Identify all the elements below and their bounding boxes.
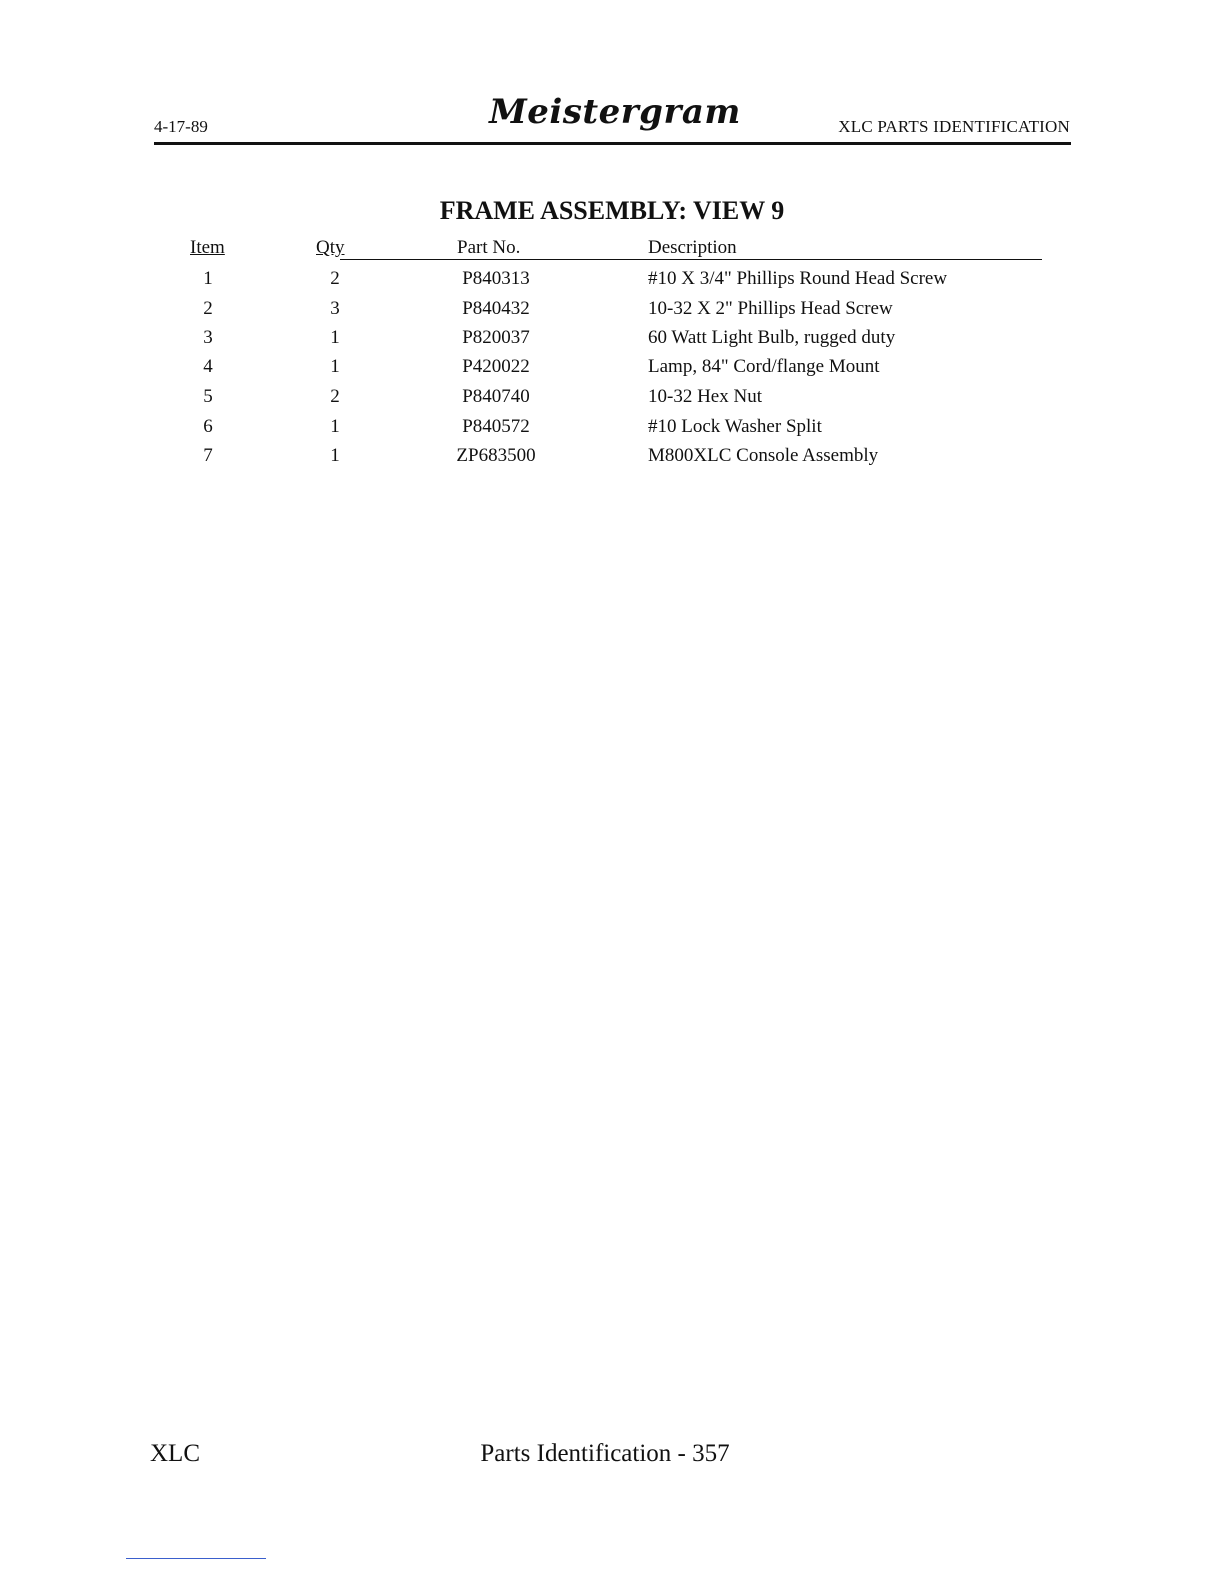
- cell-qty: 3: [330, 298, 340, 319]
- table-row: [0, 268, 1224, 298]
- table-row: [0, 386, 1224, 416]
- cell-qty: 1: [330, 356, 340, 377]
- cell-item: 3: [203, 327, 213, 348]
- column-header-description: Description: [648, 237, 737, 258]
- column-header-part-no: Part No.: [457, 237, 521, 258]
- footer-page-label: Parts Identification - 357: [480, 1440, 730, 1467]
- column-header-item: Item: [190, 237, 225, 258]
- table-row: [0, 356, 1224, 386]
- table-row: [0, 416, 1224, 446]
- table-row: [0, 298, 1224, 328]
- cell-item: 5: [203, 386, 213, 407]
- table-row: [0, 445, 1224, 475]
- cell-description: Lamp, 84" Cord/flange Mount: [648, 356, 880, 377]
- cell-qty: 1: [330, 445, 340, 466]
- footer-model: XLC: [150, 1440, 200, 1467]
- header-divider: [154, 142, 1071, 145]
- cell-part-no: P840572: [462, 416, 530, 437]
- cell-description: M800XLC Console Assembly: [648, 445, 879, 466]
- cell-item: 6: [203, 416, 213, 437]
- cell-description: #10 X 3/4" Phillips Round Head Screw: [648, 268, 948, 289]
- cell-part-no: P840740: [462, 386, 530, 407]
- column-header-qty: Qty: [316, 237, 345, 258]
- cell-description: 60 Watt Light Bulb, rugged duty: [648, 327, 896, 348]
- cell-qty: 2: [330, 386, 340, 407]
- cell-item: 7: [203, 445, 213, 466]
- cell-description: #10 Lock Washer Split: [648, 416, 822, 437]
- cell-item: 2: [203, 298, 213, 319]
- brand-logo: Meistergram: [489, 92, 741, 132]
- page-title: FRAME ASSEMBLY: VIEW 9: [439, 196, 785, 225]
- cell-part-no: P820037: [462, 327, 530, 348]
- cell-qty: 1: [330, 416, 340, 437]
- cell-part-no: P420022: [462, 356, 530, 377]
- cell-description: 10-32 Hex Nut: [648, 386, 762, 407]
- table-row: [0, 327, 1224, 357]
- footer-divider: [126, 1558, 266, 1559]
- cell-qty: 2: [330, 268, 340, 289]
- cell-part-no: P840313: [462, 268, 530, 289]
- cell-qty: 1: [330, 327, 340, 348]
- table-header-divider: [340, 259, 1042, 260]
- header-date: 4-17-89: [154, 117, 208, 136]
- cell-description: 10-32 X 2" Phillips Head Screw: [648, 298, 893, 319]
- cell-item: 4: [203, 356, 213, 377]
- cell-item: 1: [203, 268, 213, 289]
- header-section-title: XLC PARTS IDENTIFICATION: [838, 117, 1070, 136]
- cell-part-no: ZP683500: [456, 445, 536, 466]
- cell-part-no: P840432: [462, 298, 530, 319]
